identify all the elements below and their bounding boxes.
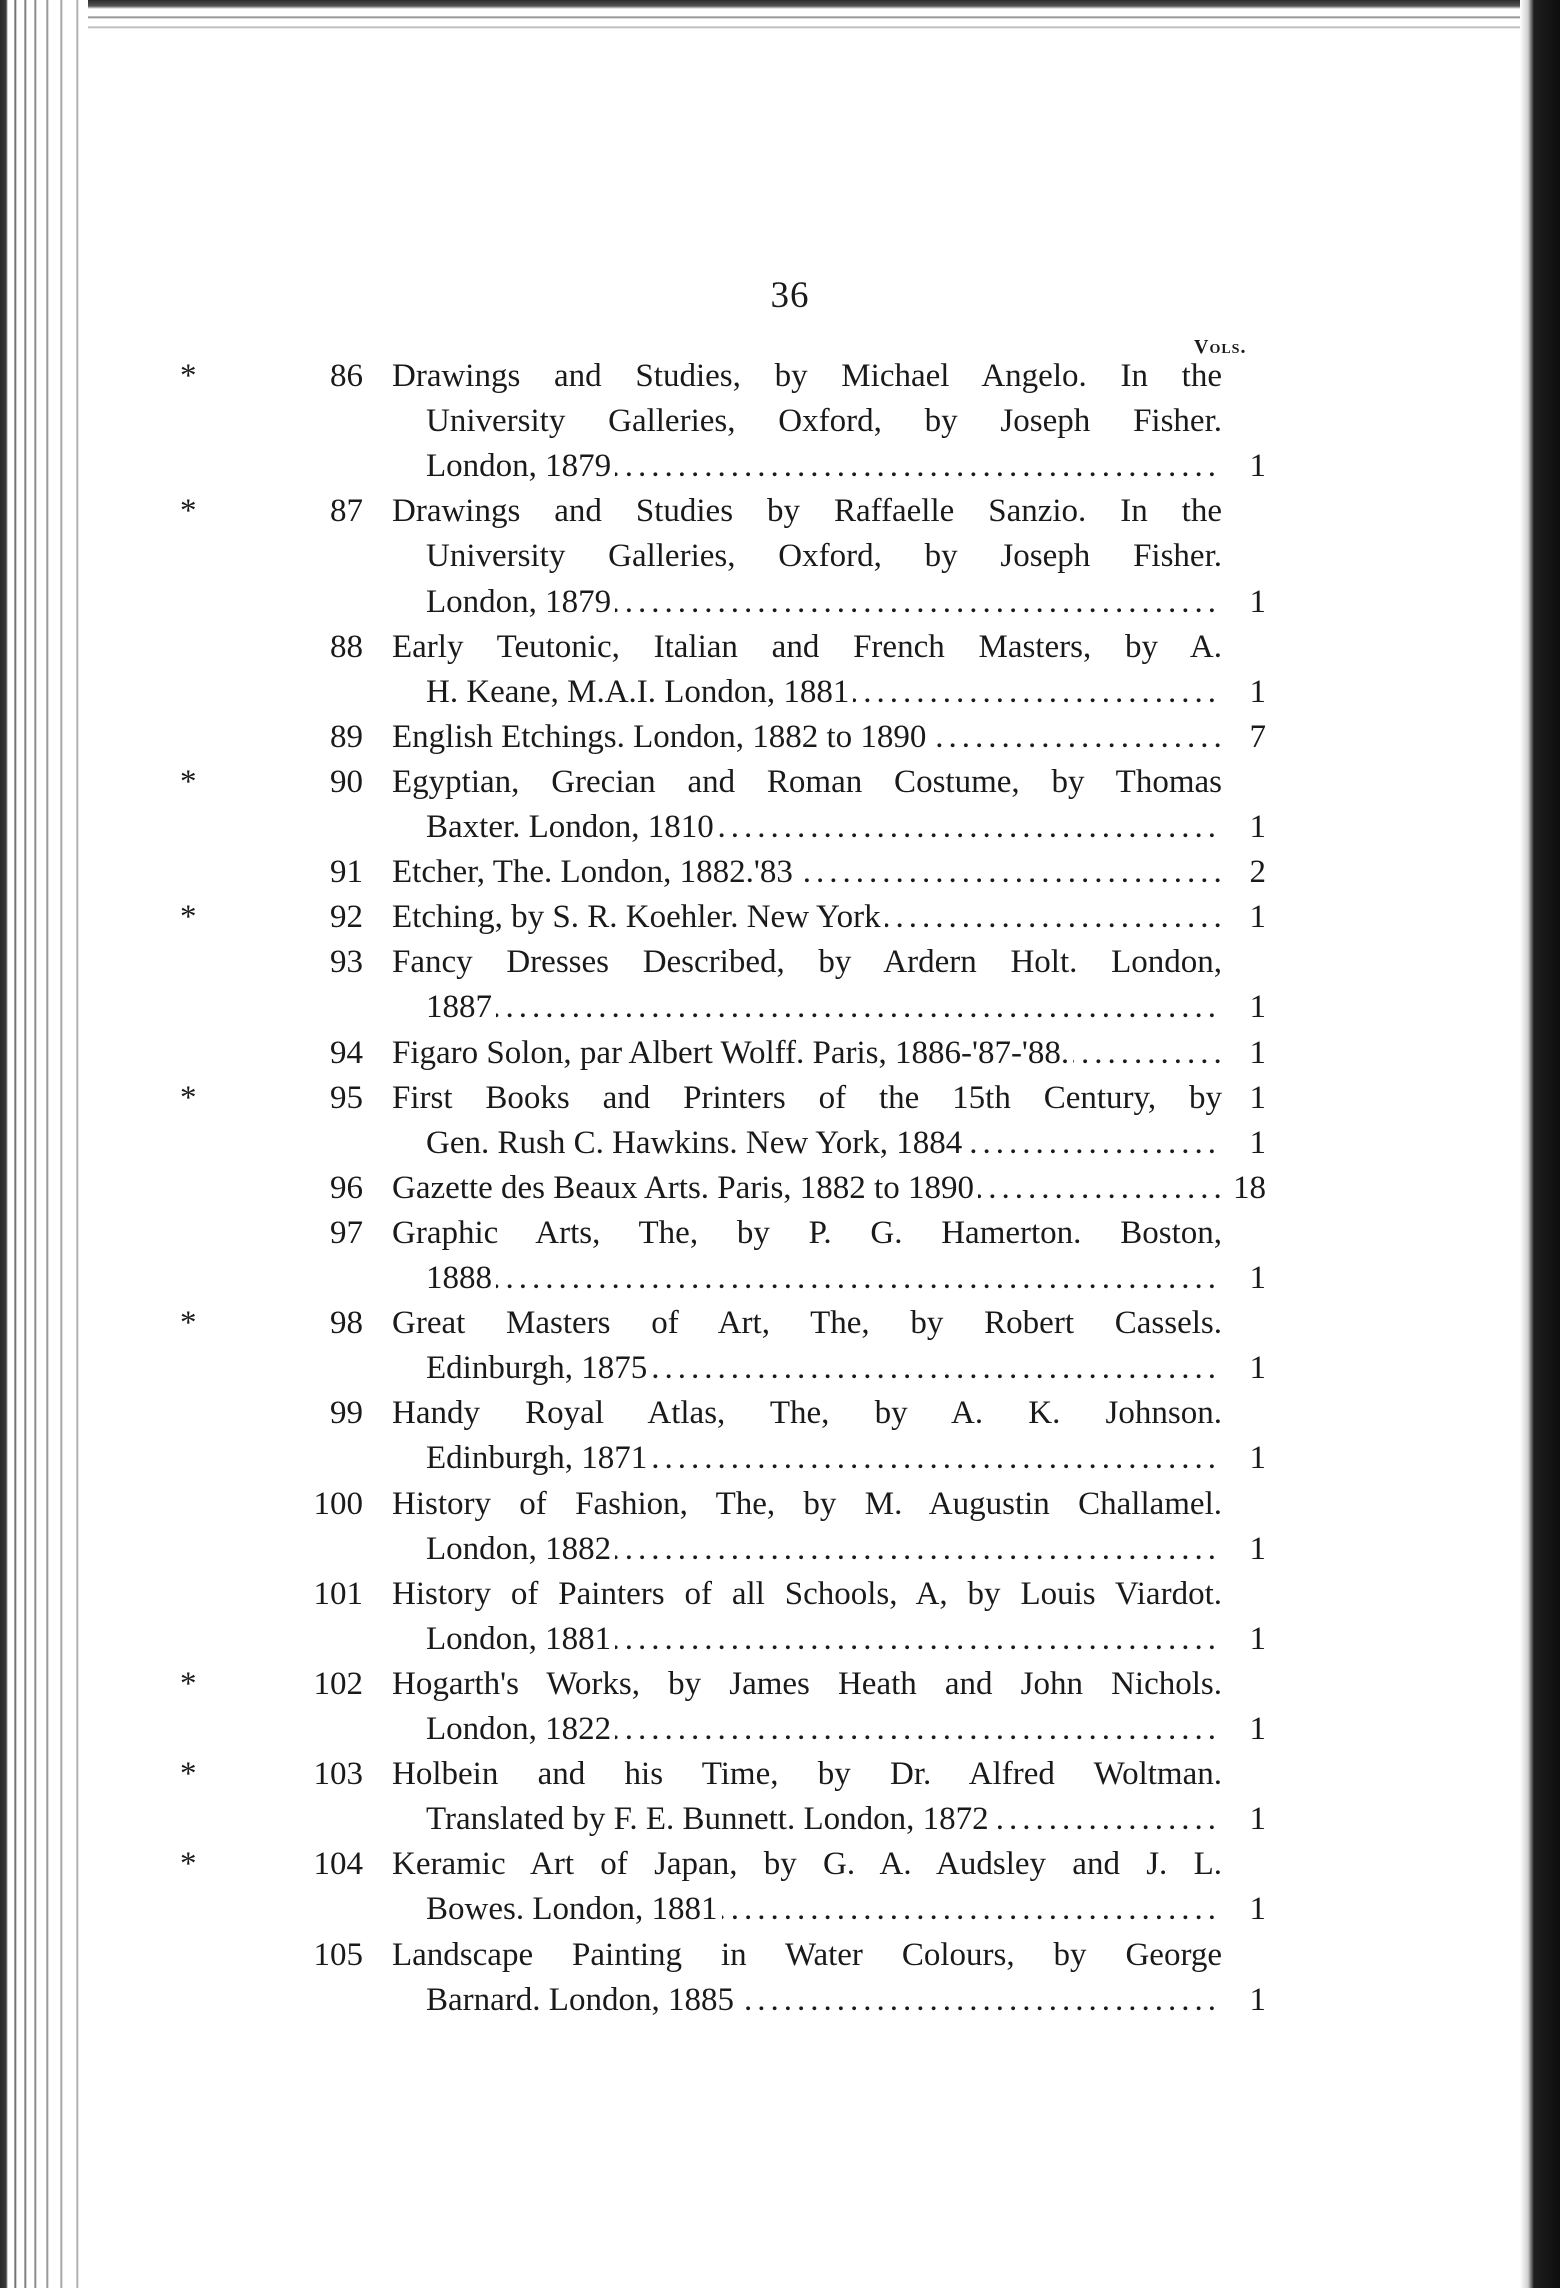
volume-count: 1 xyxy=(1249,1891,1266,1928)
volume-count: 1 xyxy=(1249,1711,1266,1747)
page-number: 36 xyxy=(770,275,810,316)
entry-line xyxy=(392,1035,1222,1072)
entry-text: Etching, by S. R. Koehler. New York xyxy=(392,899,885,935)
entry-text: Barnard. London, 1885 xyxy=(426,1982,738,2018)
entry-text: Baxter. London, 1810 xyxy=(426,809,718,845)
asterisk-mark: * xyxy=(180,1079,197,1116)
entry-text: English Etchings. London, 1882 to 1890 xyxy=(392,719,930,755)
entry-number: 102 xyxy=(313,1665,363,1702)
volume-count: 1 xyxy=(1249,899,1266,936)
entry-line xyxy=(392,899,1222,936)
entry-text: London, 1822 xyxy=(426,1711,615,1747)
entry-number: 88 xyxy=(330,628,363,665)
entry-number: 96 xyxy=(330,1169,363,1206)
entry-line: Hogarth's Works, by James Heath and John Nichols. xyxy=(392,1665,1222,1702)
asterisk-mark: * xyxy=(180,493,197,530)
asterisk-mark: * xyxy=(180,1305,197,1342)
entry-line: University Galleries, Oxford, by Joseph Fisher. xyxy=(426,403,1222,440)
entry-line xyxy=(426,809,1222,846)
entry-number: 101 xyxy=(313,1575,363,1612)
entry-text: Edinburgh, 1875 xyxy=(426,1350,651,1386)
entry-line: Egyptian, Grecian and Roman Costume, by Thomas xyxy=(392,763,1222,800)
volume-count: 1 xyxy=(1249,583,1266,620)
entry-line xyxy=(426,989,1222,1026)
volume-count: 1 xyxy=(1249,1620,1266,1657)
entry-text: Bowes. London, 1881 xyxy=(426,1891,722,1927)
entry-text: London, 1879 xyxy=(426,448,615,484)
entry-text: Gen. Rush C. Hawkins. New York, 1884 xyxy=(426,1125,966,1161)
volume-count: 1 xyxy=(1249,809,1266,845)
entry-number: 93 xyxy=(330,944,363,981)
entry-number: 104 xyxy=(313,1846,363,1883)
entry-line: Drawings and Studies by Raffaelle Sanzio. In the xyxy=(392,493,1222,530)
entry-number: 89 xyxy=(330,718,363,755)
entry-text: London, 1879 xyxy=(426,584,615,620)
entry-text: Translated by F. E. Bunnett. London, 1872 xyxy=(426,1801,993,1837)
entry-line xyxy=(426,1125,1222,1162)
entry-number: 95 xyxy=(330,1079,363,1116)
entry-line: Great Masters of Art, The, by Robert Cassels. xyxy=(392,1305,1222,1342)
entry-number: 90 xyxy=(330,763,363,800)
entry-line: First Books and Printers of the 15th Century, by xyxy=(392,1079,1222,1116)
asterisk-mark: * xyxy=(180,1665,197,1702)
entry-text: Etcher, The. London, 1882.'83 xyxy=(392,854,797,890)
entry-number: 105 xyxy=(313,1936,363,1973)
volume-count: 2 xyxy=(1249,854,1266,891)
entry-line: Holbein and his Time, by Dr. Alfred Woltman. xyxy=(392,1756,1222,1793)
entry-line: Keramic Art of Japan, by G. A. Audsley and J. L. xyxy=(392,1846,1222,1883)
entry-number: 97 xyxy=(330,1214,363,1251)
volume-count: 1 xyxy=(1249,989,1266,1026)
volume-count: 1 xyxy=(1249,1079,1266,1116)
entry-line: History of Painters of all Schools, A, by Louis Viardot. xyxy=(392,1575,1222,1612)
entry-line xyxy=(426,1621,1222,1658)
volume-count: 1 xyxy=(1249,448,1266,485)
entry-number: 87 xyxy=(330,493,363,530)
book-right-edge xyxy=(1520,0,1560,2288)
volume-count: 1 xyxy=(1249,1801,1266,1838)
entry-line: Landscape Painting in Water Colours, by George xyxy=(392,1936,1222,1973)
entry-text: London, 1881 xyxy=(426,1621,615,1657)
volume-count: 1 xyxy=(1249,1530,1266,1567)
entry-line xyxy=(426,1711,1222,1748)
entry-line xyxy=(426,674,1222,711)
entry-line xyxy=(426,448,1222,485)
entry-text: 1888 xyxy=(426,1260,496,1296)
entry-line xyxy=(426,1891,1222,1928)
entry-line: University Galleries, Oxford, by Joseph Fisher. xyxy=(426,538,1222,575)
entry-line xyxy=(392,854,1222,891)
volume-count: 1 xyxy=(1249,1034,1266,1071)
entry-line xyxy=(426,1982,1222,2019)
entry-line xyxy=(426,1531,1222,1568)
entry-number: 103 xyxy=(313,1756,363,1793)
entry-text: London, 1882 xyxy=(426,1531,615,1567)
asterisk-mark: * xyxy=(180,763,197,800)
volume-count: 1 xyxy=(1249,1124,1266,1161)
asterisk-mark: * xyxy=(180,899,197,936)
entry-number: 92 xyxy=(330,899,363,936)
entry-line xyxy=(392,719,1222,756)
asterisk-mark: * xyxy=(180,1756,197,1793)
volume-count: 1 xyxy=(1249,1260,1266,1296)
entry-text: Gazette des Beaux Arts. Paris, 1882 to 1890 xyxy=(392,1170,978,1206)
entry-line xyxy=(426,1260,1222,1297)
volume-count: 7 xyxy=(1249,718,1266,755)
entry-text: 1887 xyxy=(426,989,496,1025)
entry-text: Edinburgh, 1871 xyxy=(426,1440,651,1476)
asterisk-mark: * xyxy=(180,1846,197,1883)
volume-count: 1 xyxy=(1249,673,1266,710)
entry-line xyxy=(426,1801,1222,1838)
entry-line: Handy Royal Atlas, The, by A. K. Johnson. xyxy=(392,1395,1222,1432)
entry-line: Graphic Arts, The, by P. G. Hamerton. Boston, xyxy=(392,1214,1222,1251)
entry-number: 98 xyxy=(330,1305,363,1342)
entry-line xyxy=(392,1170,1222,1207)
entry-line: Fancy Dresses Described, by Ardern Holt. London, xyxy=(392,944,1222,981)
entry-line xyxy=(426,1350,1222,1387)
entry-number: 86 xyxy=(330,358,363,394)
volume-count: 1 xyxy=(1249,1981,1266,2018)
entry-line: History of Fashion, The, by M. Augustin Challamel. xyxy=(392,1485,1222,1522)
volume-count: 1 xyxy=(1249,1350,1266,1387)
entry-number: 99 xyxy=(330,1395,363,1432)
entry-line xyxy=(426,584,1222,621)
page-top-edge xyxy=(0,0,1530,30)
entry-number: 100 xyxy=(313,1485,363,1522)
entry-line: Drawings and Studies, by Michael Angelo. In the xyxy=(392,358,1222,394)
entry-text: H. Keane, M.A.I. London, 1881 xyxy=(426,674,853,710)
entry-line: Early Teutonic, Italian and French Masters, by A. xyxy=(392,628,1222,665)
volume-count: 18 xyxy=(1233,1169,1266,1206)
volume-count: 1 xyxy=(1249,1440,1266,1477)
entry-line xyxy=(426,1440,1222,1477)
book-left-edge xyxy=(0,0,88,2288)
entry-text: Figaro Solon, par Albert Wolff. Paris, 1886-'87-'88. xyxy=(392,1035,1073,1071)
entry-number: 91 xyxy=(330,854,363,891)
asterisk-mark: * xyxy=(180,358,197,394)
entry-number: 94 xyxy=(330,1034,363,1071)
vols-column-header: Vols. xyxy=(1194,336,1247,358)
